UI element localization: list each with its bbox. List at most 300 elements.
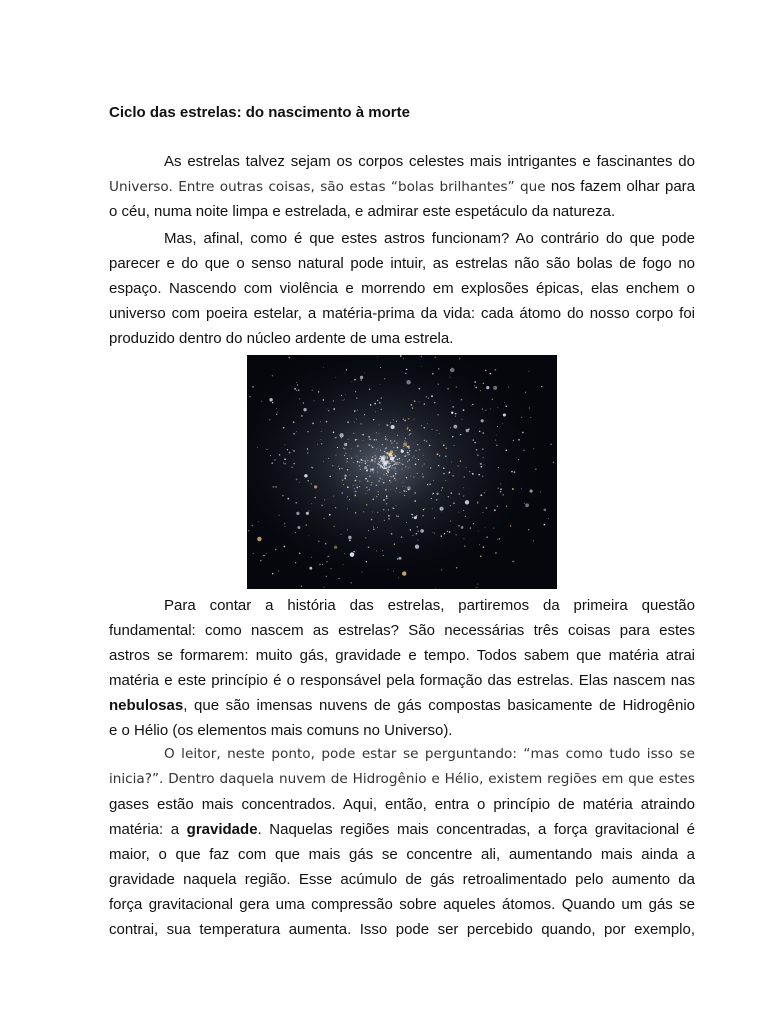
star — [478, 474, 480, 476]
star — [405, 455, 406, 456]
star — [369, 439, 371, 441]
star — [284, 546, 286, 548]
star — [480, 390, 481, 391]
star — [402, 571, 406, 575]
star — [390, 489, 391, 490]
star — [401, 449, 403, 451]
star — [432, 373, 434, 375]
star — [409, 429, 411, 431]
star — [474, 385, 475, 386]
star — [356, 419, 357, 420]
star — [389, 467, 390, 468]
star — [387, 439, 388, 440]
star — [397, 464, 398, 465]
star — [311, 557, 312, 558]
star — [278, 570, 279, 571]
star — [490, 408, 491, 409]
star — [394, 470, 395, 471]
star — [390, 450, 393, 453]
star — [465, 516, 466, 517]
star — [463, 510, 464, 511]
star — [395, 491, 396, 492]
star — [413, 476, 414, 477]
star — [327, 556, 329, 558]
star — [533, 448, 534, 449]
star — [406, 477, 407, 478]
star — [383, 499, 385, 501]
text-line: maior, o que faz com que mais gás se concentre ali, aumentando mais ainda a — [109, 846, 695, 863]
star — [521, 489, 522, 490]
star — [386, 497, 388, 499]
star — [410, 467, 411, 468]
star — [386, 495, 388, 497]
star — [550, 443, 551, 444]
star — [385, 489, 387, 491]
star — [496, 435, 497, 436]
star — [406, 522, 407, 523]
text-line: As estrelas talvez sejam os corpos celestes mais intrigantes e fascinantes do — [164, 153, 695, 170]
star — [301, 586, 302, 587]
star — [398, 554, 399, 555]
star — [399, 458, 400, 459]
star — [335, 507, 336, 508]
star — [390, 482, 391, 483]
star — [395, 450, 396, 451]
star — [432, 509, 433, 510]
text-run: , que são imensas nuvens de gás compostas basicamente de Hidrogênio — [183, 697, 695, 714]
star — [440, 508, 441, 509]
star — [303, 408, 306, 411]
star — [338, 578, 339, 579]
star — [438, 368, 439, 369]
star — [362, 460, 363, 461]
text-line: o céu, numa noite limpa e estrelada, e admirar este espetáculo da natureza. — [109, 203, 616, 220]
star — [314, 485, 317, 488]
star — [303, 402, 304, 403]
star — [333, 432, 335, 434]
star — [284, 458, 286, 460]
star — [426, 396, 427, 397]
star — [388, 461, 389, 462]
star — [448, 496, 449, 497]
star — [297, 384, 298, 385]
star — [477, 454, 479, 456]
star — [514, 471, 516, 473]
star — [333, 496, 334, 497]
star — [296, 512, 299, 515]
star — [450, 401, 451, 402]
star — [461, 399, 463, 401]
star — [372, 498, 374, 500]
star — [455, 416, 456, 417]
star — [365, 463, 366, 464]
star — [413, 456, 414, 457]
star — [298, 389, 300, 391]
star — [374, 461, 375, 462]
star — [335, 437, 336, 438]
star — [367, 460, 369, 462]
star — [377, 471, 378, 472]
star — [422, 473, 423, 474]
star — [391, 425, 395, 429]
star — [484, 492, 485, 493]
star — [307, 452, 309, 454]
star — [360, 450, 361, 451]
star — [296, 390, 297, 391]
star — [391, 533, 393, 535]
star — [361, 462, 362, 463]
star — [403, 446, 404, 447]
star — [385, 437, 386, 438]
text-run: Universo. Entre outras coisas, são estas “bolas brilhantes” que — [109, 179, 546, 195]
star — [326, 421, 328, 423]
star — [409, 459, 410, 460]
star — [395, 480, 396, 481]
star — [354, 410, 356, 412]
star — [377, 357, 378, 358]
star — [287, 449, 288, 450]
star — [379, 402, 381, 404]
star — [357, 461, 359, 463]
star — [482, 408, 484, 410]
star — [283, 427, 285, 429]
star — [388, 509, 389, 510]
star — [466, 467, 467, 468]
star — [354, 491, 356, 493]
star — [445, 447, 447, 449]
star — [357, 445, 359, 447]
star — [437, 430, 438, 431]
star — [392, 476, 393, 477]
star — [382, 468, 384, 470]
star — [393, 467, 394, 468]
star — [485, 527, 486, 528]
star — [485, 490, 486, 491]
star — [275, 486, 277, 488]
star — [356, 491, 357, 492]
star — [407, 452, 409, 454]
star — [373, 470, 374, 471]
star — [398, 578, 399, 579]
star — [354, 379, 355, 380]
star — [252, 386, 254, 388]
star — [495, 552, 497, 554]
star — [374, 549, 375, 550]
star — [423, 509, 425, 511]
star — [449, 377, 450, 378]
star — [450, 505, 451, 506]
star — [459, 493, 460, 494]
star — [399, 557, 402, 560]
star — [403, 482, 404, 483]
star — [486, 507, 488, 509]
star — [376, 496, 377, 497]
star — [260, 560, 261, 561]
star — [347, 421, 349, 423]
star — [392, 461, 393, 462]
star — [390, 459, 391, 460]
star — [392, 455, 393, 456]
star — [369, 444, 370, 445]
star — [397, 435, 398, 436]
star — [330, 568, 331, 569]
star — [379, 462, 380, 463]
star — [354, 488, 355, 489]
text-line — [109, 693, 695, 718]
star — [367, 469, 368, 470]
star — [301, 415, 303, 417]
star — [263, 555, 265, 557]
star — [338, 466, 339, 467]
star — [344, 455, 345, 456]
star — [372, 446, 374, 448]
cluster-glow — [247, 355, 557, 589]
star — [432, 429, 433, 430]
text-line: inicia?”. Dentro daquela nuvem de Hidrogênio e Hélio, existem regiões em que estes — [109, 771, 695, 787]
star — [385, 436, 386, 437]
star — [403, 358, 404, 359]
star — [321, 439, 322, 440]
star — [444, 533, 445, 534]
star — [427, 423, 428, 424]
star — [463, 538, 464, 539]
star — [324, 518, 325, 519]
star — [345, 394, 346, 395]
star — [386, 503, 388, 505]
star — [413, 443, 414, 444]
star — [272, 375, 273, 376]
star — [415, 545, 419, 549]
star — [307, 431, 308, 432]
star — [344, 475, 346, 477]
star — [367, 480, 369, 482]
star — [548, 518, 549, 519]
star — [363, 511, 364, 512]
star — [252, 525, 254, 527]
star — [361, 571, 362, 572]
star — [348, 536, 351, 539]
star — [454, 425, 458, 429]
star — [284, 444, 285, 445]
star — [497, 506, 498, 507]
star — [409, 450, 410, 451]
document-title: Ciclo das estrelas: do nascimento à morte — [109, 104, 410, 121]
star — [344, 399, 345, 400]
star — [384, 474, 385, 475]
star — [389, 460, 390, 461]
star — [258, 521, 259, 522]
star — [366, 487, 367, 488]
star — [283, 462, 284, 463]
star — [495, 440, 496, 441]
star — [385, 439, 386, 440]
star — [405, 486, 406, 487]
star — [375, 455, 376, 456]
star — [436, 499, 437, 500]
star — [486, 536, 488, 538]
star — [329, 514, 331, 516]
star — [299, 552, 301, 554]
star — [433, 493, 435, 495]
star — [347, 496, 348, 497]
star — [293, 450, 294, 451]
star — [337, 447, 338, 448]
star — [437, 453, 439, 455]
star — [367, 465, 368, 466]
star — [414, 516, 417, 519]
star — [492, 399, 493, 400]
star — [388, 569, 389, 570]
star — [417, 473, 418, 474]
star — [353, 462, 354, 463]
star — [483, 546, 485, 548]
star — [384, 466, 385, 467]
star — [350, 475, 351, 476]
star — [353, 485, 354, 486]
star — [356, 439, 357, 440]
star — [431, 429, 432, 430]
star — [484, 464, 485, 465]
star — [391, 467, 392, 468]
star — [371, 459, 373, 461]
star — [380, 367, 381, 368]
star — [498, 467, 499, 468]
star — [405, 466, 406, 467]
star — [293, 433, 295, 435]
star — [422, 476, 423, 477]
star — [377, 527, 378, 528]
text-line: astros se formarem: muito gás, gravidade e tempo. Todos sabem que matéria atrai — [109, 647, 695, 664]
star — [424, 440, 425, 441]
star — [502, 423, 503, 424]
star — [320, 421, 321, 422]
star — [334, 526, 335, 527]
star — [326, 561, 328, 563]
paragraph-4 — [109, 742, 695, 942]
star — [359, 486, 360, 487]
star — [473, 474, 474, 475]
star — [390, 422, 391, 423]
star — [289, 452, 291, 454]
star — [389, 456, 390, 457]
star — [354, 495, 356, 497]
star — [541, 386, 542, 387]
star — [473, 523, 474, 524]
star — [394, 544, 395, 545]
star — [477, 502, 479, 504]
star — [404, 495, 405, 496]
star — [530, 490, 533, 493]
star — [418, 459, 419, 460]
star — [389, 465, 390, 466]
star — [445, 455, 447, 457]
star — [486, 386, 489, 389]
text-line: espaço. Nascendo com violência e morrendo em explosões épicas, elas enchem o — [109, 280, 695, 297]
star — [365, 537, 366, 538]
star — [357, 410, 358, 411]
star — [371, 469, 373, 471]
star — [441, 442, 442, 443]
star — [312, 467, 314, 469]
star — [323, 461, 324, 462]
star — [292, 449, 293, 450]
star — [439, 455, 440, 456]
star — [314, 400, 315, 401]
star — [311, 483, 312, 484]
star — [456, 534, 457, 535]
star — [470, 527, 471, 528]
star — [277, 412, 278, 413]
star — [386, 469, 388, 471]
star — [390, 476, 392, 478]
star — [269, 419, 271, 421]
star — [468, 428, 469, 429]
star — [307, 480, 308, 481]
star — [379, 433, 380, 434]
star — [373, 471, 374, 472]
star — [394, 441, 395, 442]
star — [423, 455, 424, 456]
star — [441, 512, 442, 513]
star — [456, 386, 457, 387]
star — [482, 449, 483, 450]
star — [353, 433, 354, 434]
star — [393, 419, 394, 420]
star — [505, 405, 506, 406]
star — [454, 445, 455, 446]
star — [351, 458, 352, 459]
star — [543, 508, 546, 511]
star — [345, 453, 346, 454]
star — [276, 414, 278, 416]
star — [308, 535, 309, 536]
star — [403, 490, 404, 491]
star — [376, 457, 377, 458]
star — [395, 463, 397, 465]
star — [419, 402, 420, 403]
star — [525, 392, 526, 393]
star — [365, 493, 366, 494]
star — [359, 465, 360, 466]
star — [377, 400, 378, 401]
star — [375, 411, 376, 412]
star — [485, 370, 486, 371]
star — [415, 458, 416, 459]
star — [349, 499, 350, 500]
star — [293, 463, 295, 465]
star — [347, 529, 348, 530]
star — [540, 491, 541, 492]
star — [284, 526, 285, 527]
star — [257, 537, 261, 541]
star — [361, 379, 362, 380]
star — [296, 382, 297, 383]
star — [412, 517, 413, 518]
star — [443, 444, 445, 446]
star — [379, 464, 381, 466]
star — [535, 469, 536, 470]
star — [408, 418, 410, 420]
star — [382, 463, 383, 464]
star — [341, 534, 342, 535]
star — [424, 427, 426, 429]
star — [332, 465, 333, 466]
star — [365, 478, 367, 480]
star — [274, 459, 275, 460]
star — [387, 467, 388, 468]
star — [339, 468, 340, 469]
star — [369, 489, 370, 490]
